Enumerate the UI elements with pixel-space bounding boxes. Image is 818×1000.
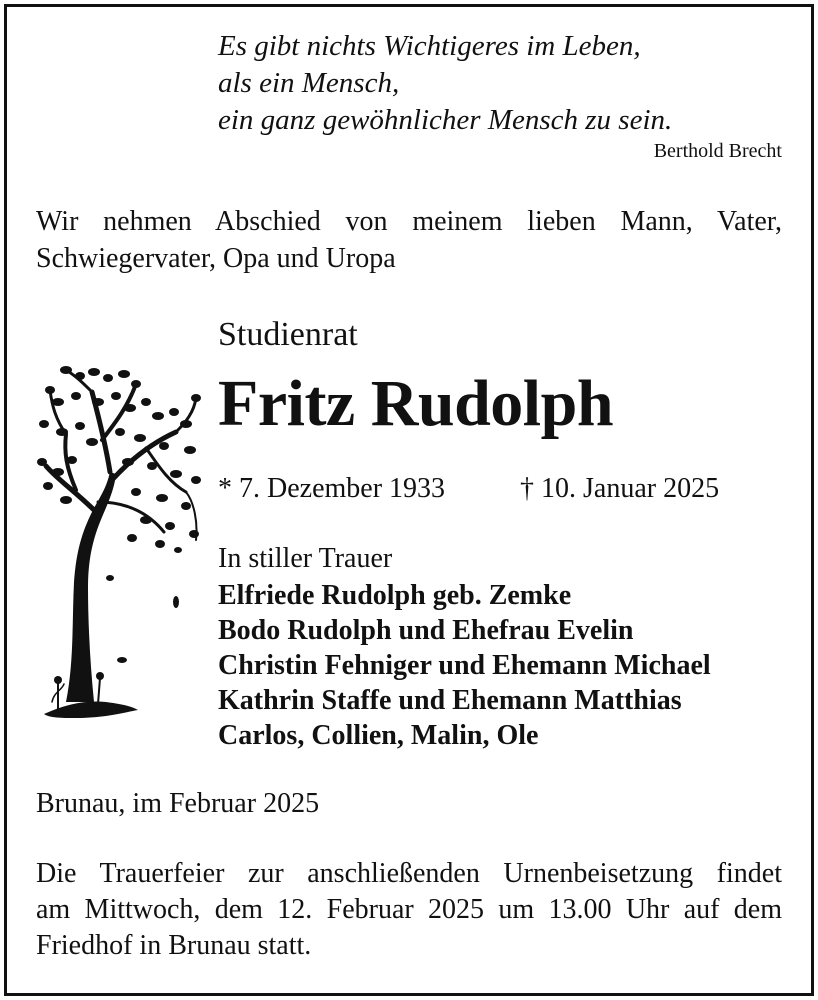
deceased-name: Fritz Rudolph	[218, 367, 614, 440]
mourner-name: Kathrin Staffe und Ehemann Matthias	[218, 685, 682, 716]
life-dates	[218, 473, 720, 505]
birth-date: * 7. Dezember 1933	[218, 473, 446, 504]
mourning-heading: In stiller Trauer	[218, 543, 393, 574]
service-line: am Mittwoch, dem 12. Februar 2025 um 13.00 Uhr auf dem	[36, 894, 782, 925]
mourner-name: Bodo Rudolph und Ehefrau Evelin	[218, 615, 634, 646]
place-date: Brunau, im Februar 2025	[36, 788, 320, 819]
quote-line: ein ganz gewöhnlicher Mensch zu sein.	[218, 104, 673, 136]
quote-author: Berthold Brecht	[653, 140, 782, 162]
mourner-name: Carlos, Collien, Malin, Ole	[218, 720, 539, 751]
mourner-name: Christin Fehniger und Ehemann Michael	[218, 650, 711, 681]
service-line: Friedhof in Brunau statt.	[36, 930, 312, 961]
brecht-quote	[218, 28, 672, 139]
quote-line: Es gibt nichts Wichtigeres im Leben,	[218, 30, 641, 62]
mourners-list	[218, 578, 711, 753]
deceased-title: Studienrat	[218, 316, 358, 353]
intro-text	[36, 203, 782, 277]
service-line: Die Trauerfeier zur anschließenden Urnenbeisetzung findet	[36, 858, 782, 889]
tree-silhouette-icon	[36, 362, 204, 724]
intro-line: Schwiegervater, Opa und Uropa	[36, 243, 396, 274]
funeral-service-info	[36, 856, 782, 964]
mourner-name: Elfriede Rudolph geb. Zemke	[218, 580, 572, 611]
death-date: † 10. Januar 2025	[520, 473, 720, 504]
intro-line: Wir nehmen Abschied von meinem lieben Mann, Vater,	[36, 206, 782, 237]
quote-line: als ein Mensch,	[218, 67, 400, 99]
